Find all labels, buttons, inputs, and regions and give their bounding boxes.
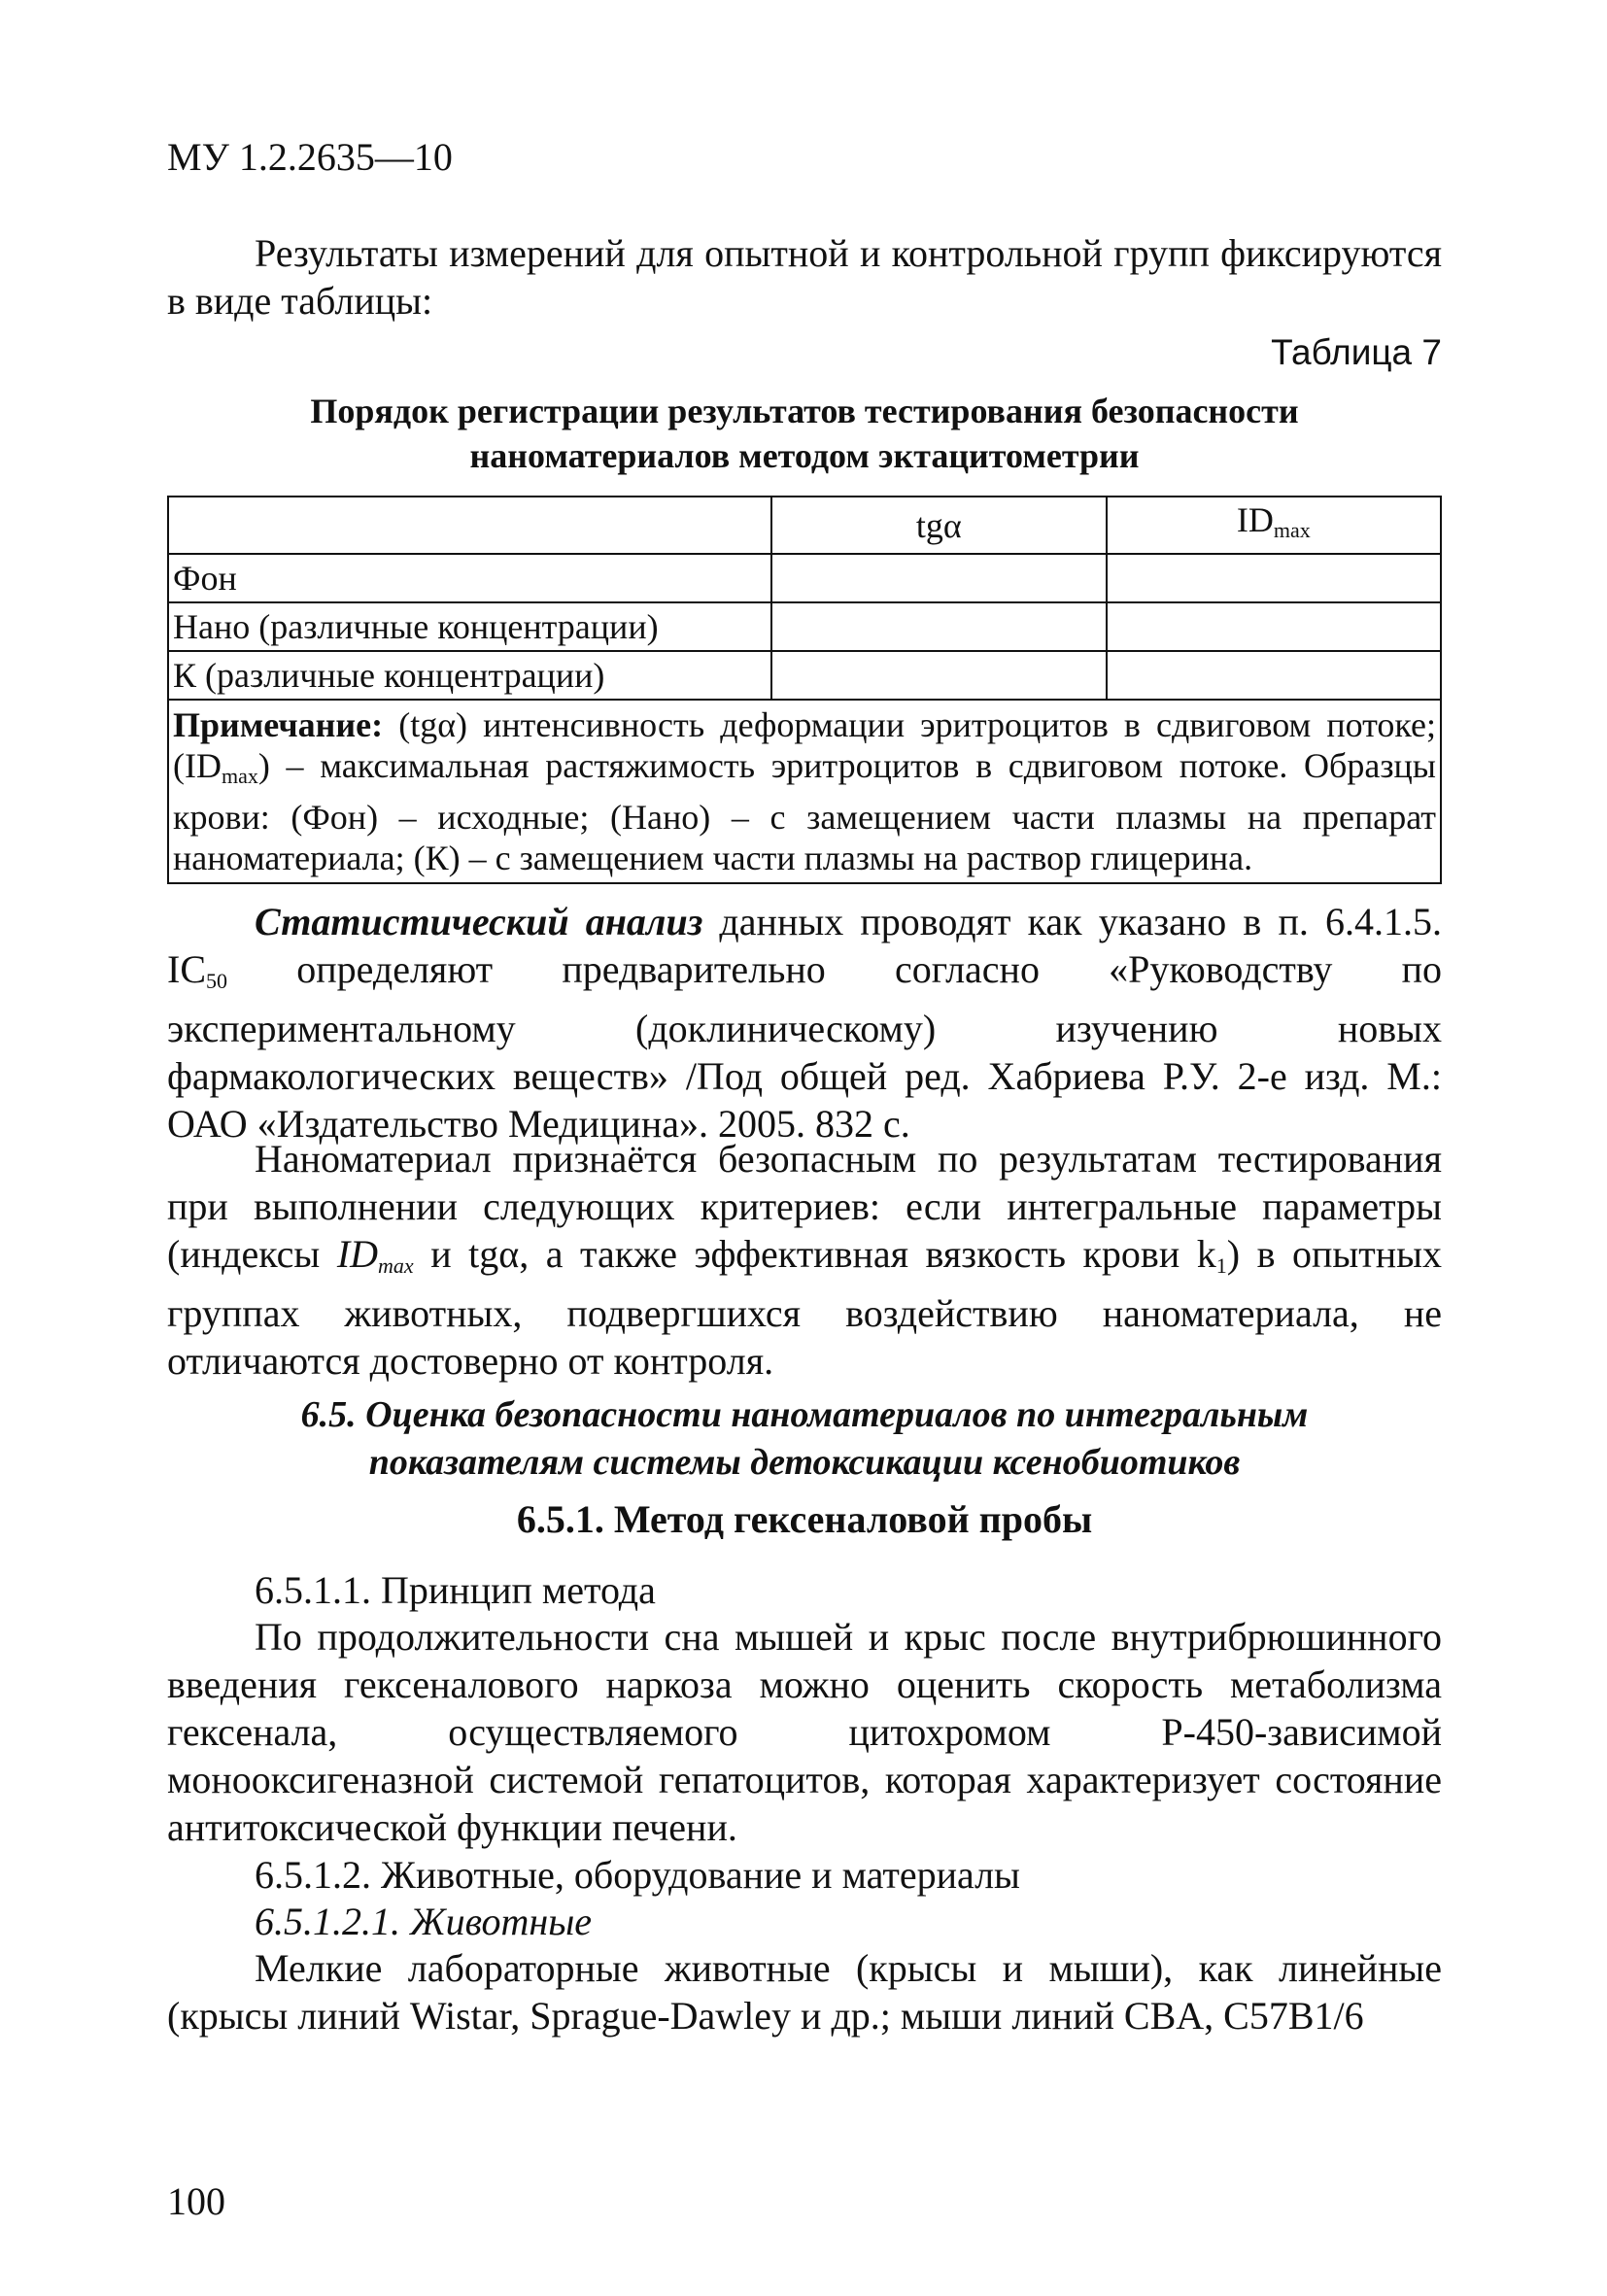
table-cell [771, 602, 1106, 651]
stat-text-1: данных проводят как указано в п. 6.4.1.5. IC [167, 900, 1442, 991]
section-heading [167, 1391, 1442, 1487]
intro-paragraph: Результаты измерений для опытной и контрольной групп фиксируются в виде таблицы: [167, 231, 1442, 323]
idmax-sub: max [1273, 518, 1311, 542]
table-row-label: Нано (различные концентрации) [168, 602, 771, 651]
table-title [167, 389, 1442, 478]
animals-paragraph: Мелкие лабораторные животные (крысы и мыши), как линейные (крысы линий Wistar, Sprague-Dawley и др.; мыши линий CBA, C57B1/6 [167, 1946, 1442, 2038]
stat-lead: Статистический анализ [255, 900, 703, 943]
page-number: 100 [167, 2179, 225, 2223]
note-label: Примечание: [173, 705, 384, 744]
criteria-paragraph [167, 1135, 1442, 1385]
criteria-text-3: ) в опытных группах животных, подвергшихся воздействию наноматериала, не отличаются достоверно от контроля. [167, 1232, 1443, 1383]
principle-paragraph: По продолжительности сна мышей и крыс после внутрибрюшинного введения гексеналового наркоза можно оценить скорость метаболизма гексенала, осуществляемого цитохромом Р-450-зависимой монооксигеназной системой гепатоцитов, которая характеризует состояние антитоксической функции печени. [167, 1615, 1442, 1849]
note-text-2: ) – максимальная растяжимость эритроцитов в сдвиговом потоке. Образцы крови: (Фон) – исходные; (Нано) – с замещением части плазмы на препарат наноматериала; (К) – с замещением части плазмы на раствор глицерина. [173, 746, 1436, 877]
table-header-tg: tgα [771, 497, 1106, 554]
table-cell [1107, 602, 1441, 651]
stat-text-2: определяют предварительно согласно «Руководству по экспериментальному (доклиническому) изучению новых фармакологических веществ» /Под общей ред. Хабриева Р.У. 2-е изд. М.: ОАО «Издательство Медицина». 2005. 832 с. [167, 947, 1442, 1146]
animals-heading: 6.5.1.2.1. Животные [255, 1900, 593, 1943]
table-cell [1107, 554, 1441, 602]
stat-paragraph [167, 898, 1442, 1148]
note-sub: max [221, 764, 258, 788]
table-title-line-1: Порядок регистрации результатов тестирования безопасности [310, 392, 1299, 430]
table-note [168, 700, 1441, 883]
subsection-heading: 6.5.1. Метод гексеналовой пробы [516, 1497, 1093, 1541]
criteria-id-sub: max [378, 1253, 414, 1278]
principle-heading: 6.5.1.1. Принцип метода [255, 1568, 656, 1612]
table-cell [1107, 651, 1441, 700]
table-row [168, 554, 1441, 602]
table-row [168, 651, 1441, 700]
document-header: МУ 1.2.2635—10 [167, 135, 453, 179]
criteria-text-2: и tgα, а также эффективная вязкость крови k [413, 1232, 1216, 1276]
table-header-row [168, 497, 1441, 554]
table-header-empty [168, 497, 771, 554]
section-heading-line-2: показателям системы детоксикации ксенобиотиков [368, 1442, 1241, 1483]
note-text-1: (tgα) интенсивность деформации эритроцитов в сдвиговом потоке; (ID [173, 705, 1436, 785]
results-table [167, 496, 1442, 884]
table-label: Таблица 7 [1271, 332, 1442, 372]
idmax-label: ID [1236, 500, 1274, 539]
table-row-label: К (различные концентрации) [168, 651, 771, 700]
table-cell [771, 554, 1106, 602]
table-row-label: Фон [168, 554, 771, 602]
criteria-id: ID [336, 1232, 379, 1276]
stat-sub: 50 [206, 969, 227, 993]
criteria-text-1: Наноматериал признаётся безопасным по результатам тестирования при выполнении следующих критериев: если интегральные параметры (индексы [167, 1137, 1442, 1276]
table-header-idmax [1107, 497, 1441, 554]
criteria-k-sub: 1 [1215, 1253, 1227, 1278]
animals-equipment-heading: 6.5.1.2. Животные, оборудование и материалы [255, 1853, 1020, 1897]
table-cell [771, 651, 1106, 700]
table-row [168, 602, 1441, 651]
table-title-line-2: наноматериалов методом эктацитометрии [469, 436, 1140, 475]
section-heading-line-1: 6.5. Оценка безопасности наноматериалов по интегральным [300, 1394, 1309, 1435]
table-note-row [168, 700, 1441, 883]
